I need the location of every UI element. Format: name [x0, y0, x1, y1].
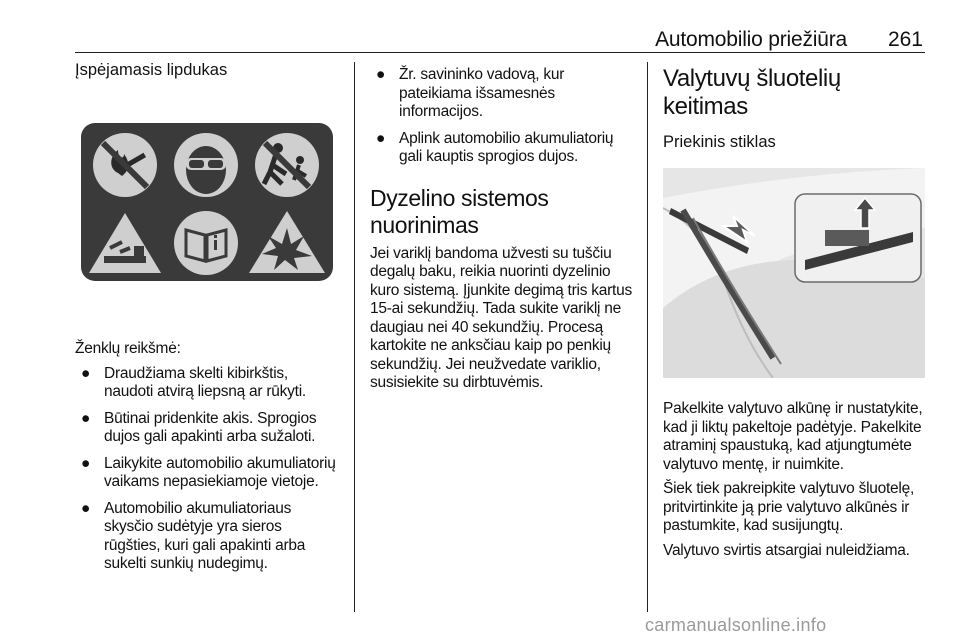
eye-protection-icon	[174, 133, 238, 197]
keep-away-children-icon	[255, 133, 319, 197]
subheading-windscreen: Priekinis stiklas	[663, 133, 776, 151]
list-item: ● Laikykite automobilio akumuliatorių vaikams nepasiekiamoje vietoje.	[81, 454, 336, 490]
column-3	[663, 60, 925, 560]
section-title-diesel-bleeding: Dyzelino sistemos nuorinimas	[370, 184, 549, 238]
wiper-paragraph-1: Pakelkite valytuvo alkūnę ir nustatykite, kad ji liktų pakeltoje padėtyje. Pakelkite atraminį spaustuką, kad atjungtumėte valytuvo mentę, ir nuimkite.	[663, 400, 923, 473]
chapter-title: Automobilio priežiūra	[655, 28, 847, 51]
legend-label: Ženklų reikšmė:	[75, 340, 181, 357]
section-title-wiper-replacement: Valytuvų šluotelių keitimas	[663, 65, 841, 120]
read-manual-icon	[174, 211, 238, 275]
list-item: ● Draudžiama skelti kibirkštis, naudoti atvirą liepsną ar rūkyti.	[81, 364, 306, 400]
no-fire-icon	[93, 133, 157, 197]
page-number: 261	[887, 28, 923, 51]
header-divider	[75, 52, 925, 53]
list-item: ● Automobilio akumuliatoriaus skysčio sudėtyje yra sieros rūgšties, kuri gali apakinti arba sukelti sunkių nudegimų.	[81, 499, 306, 572]
battery-warning-label-image	[78, 118, 336, 308]
list-item: ● Žr. savininko vadovą, kur pateikiama išsamesnės informacijos.	[376, 66, 565, 120]
column-divider-2	[647, 62, 648, 612]
legend-list-continued	[370, 66, 632, 167]
diesel-bleeding-paragraph: Jei variklį bandoma užvesti su tuščiu degalų baku, reikia nuorinti dyzelinio kuro sistemą. Įjunkite degimą tris kartus 15-ai sekundžių. Tada sukite variklį ne daugiau nei 40 sekundžių. Procesą kartokite ne anksčiau kaip po penkių sekundžių. Jei neužvedate variklio, susisiekite su dirbtuvėmis.	[370, 244, 632, 391]
list-item: ● Būtinai pridenkite akis. Sprogios dujos gali apakinti arba sužaloti.	[81, 409, 317, 445]
section-heading-warning-label: Įspėjamasis lipdukas	[75, 61, 228, 79]
legend-list	[75, 365, 340, 574]
wiper-paragraph-3: Valytuvo svirtis atsargiai nuleidžiama.	[663, 541, 910, 559]
column-2	[370, 60, 632, 393]
list-item: ● Aplink automobilio akumuliatorių gali kauptis sprogios dujos.	[376, 129, 614, 165]
page-header	[75, 28, 925, 52]
wiper-paragraph-2: Šiek tiek pakreipkite valytuvo šluotelę, pritvirtinkite ją prie valytuvo alkūnės ir pastumkite, kad susijungtų.	[663, 480, 915, 534]
wiper-blade-illustration	[663, 168, 925, 378]
column-divider-1	[354, 62, 355, 612]
watermark: carmanualsonline.info	[645, 615, 827, 635]
column-1	[75, 60, 340, 582]
